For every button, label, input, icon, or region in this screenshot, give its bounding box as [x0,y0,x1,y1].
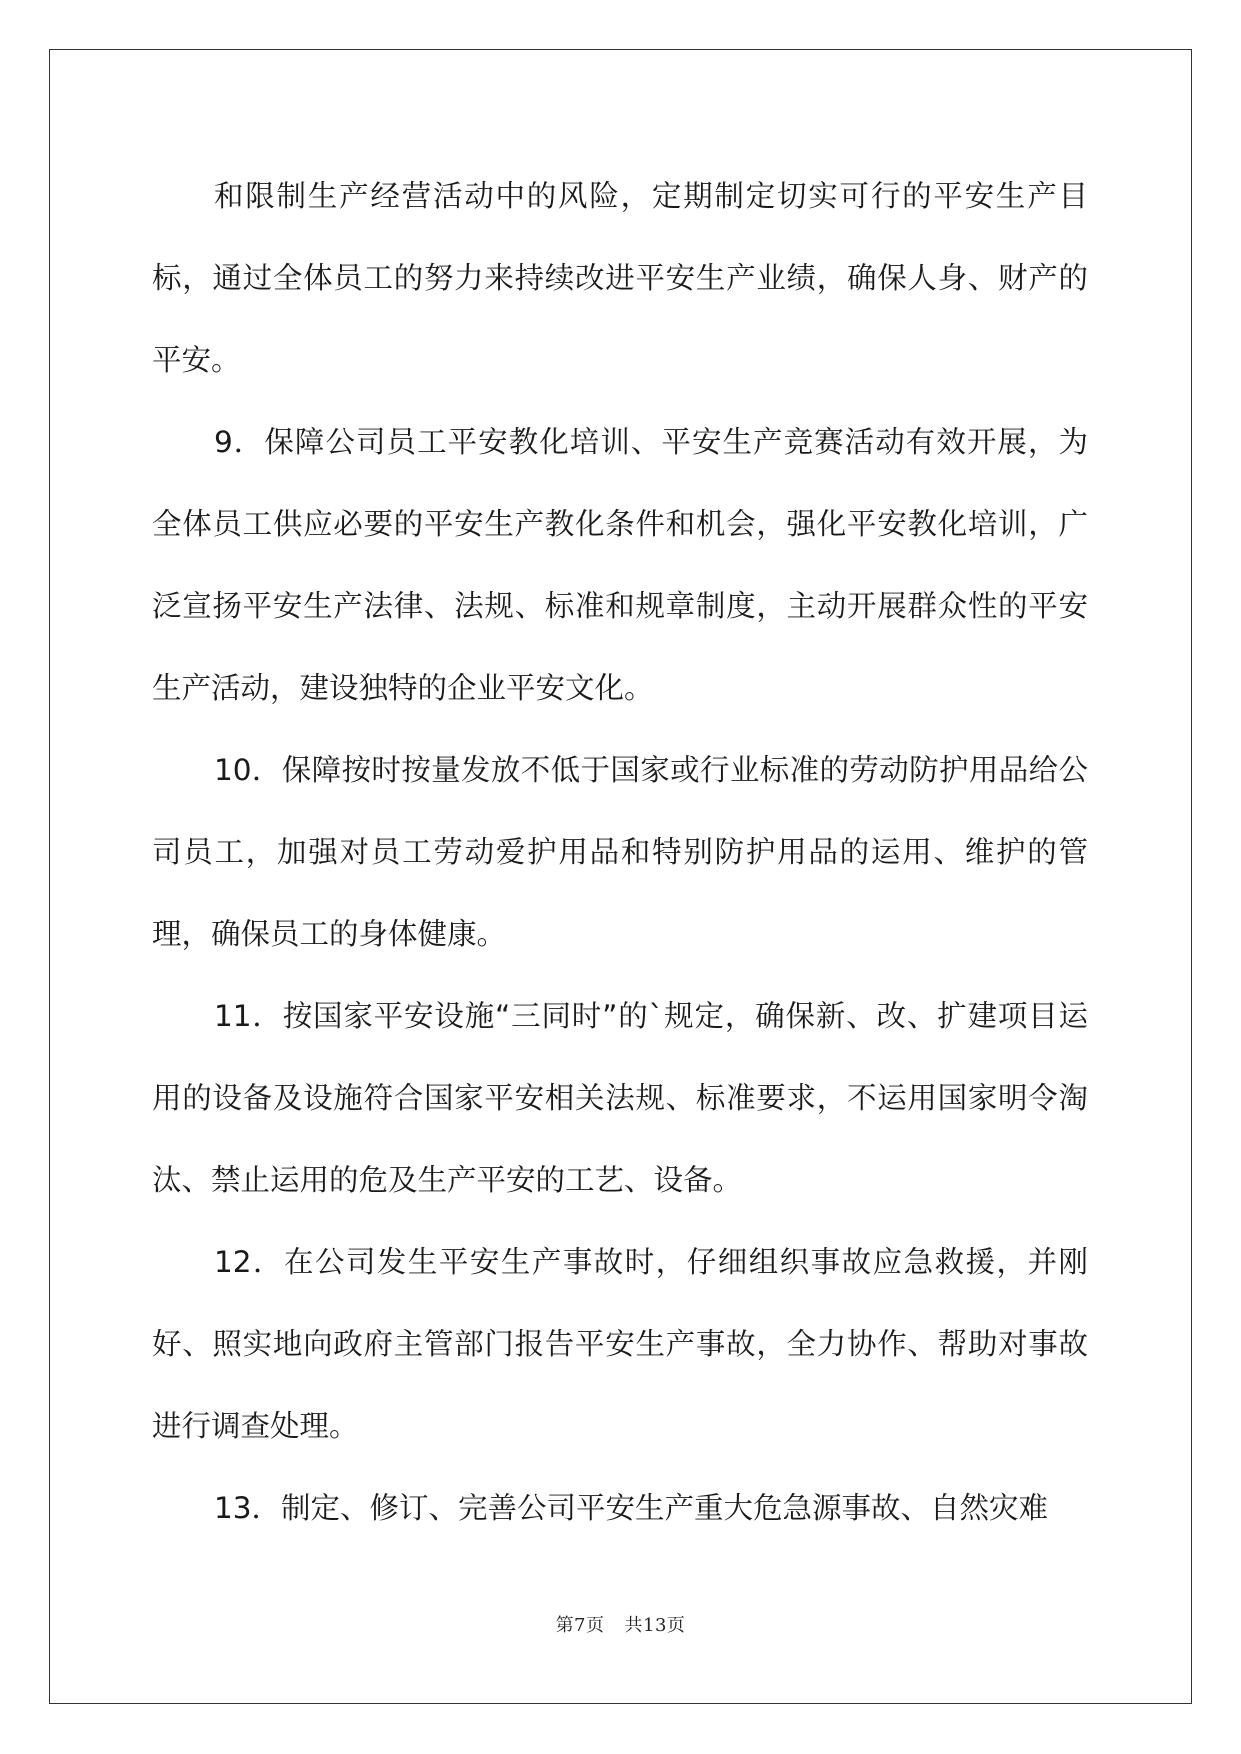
page-total: 共13页 [624,1615,686,1636]
page-number: 第7页 [555,1615,605,1636]
paragraph-item-9: 9．保障公司员工平安教化培训、平安生产竞赛活动有效开展，为全体员工供应必要的平安生产教化条件和机会，强化平安教化培训，广泛宣扬平安生产法律、法规、标准和规章制度，主动开展群众性的平安生产活动，建设独特的企业平安文化。 [152,425,1088,705]
paragraph-item-11: 11．按国家平安设施“三同时”的`规定，确保新、改、扩建项目运用的设备及设施符合国家平安相关法规、标准要求，不运用国家明令淘汰、禁止运用的危及生产平安的工艺、设备。 [152,999,1088,1197]
page-footer [0,1611,1241,1637]
paragraph-item-10: 10．保障按时按量发放不低于国家或行业标准的劳动防护用品给公司员工，加强对员工劳动爱护用品和特别防护用品的运用、维护的管理，确保员工的身体健康。 [152,753,1088,951]
paragraph-item-12: 12．在公司发生平安生产事故时，仔细组织事故应急救援，并刚好、照实地向政府主管部门报告平安生产事故，全力协作、帮助对事故进行调查处理。 [152,1245,1088,1443]
document-body [152,155,1088,1549]
paragraph-item-13: 13．制定、修订、完善公司平安生产重大危急源事故、自然灾难 [214,1491,1049,1525]
paragraph-continuation: 和限制生产经营活动中的风险，定期制定切实可行的平安生产目标，通过全体员工的努力来持续改进平安生产业绩，确保人身、财产的平安。 [152,179,1088,377]
